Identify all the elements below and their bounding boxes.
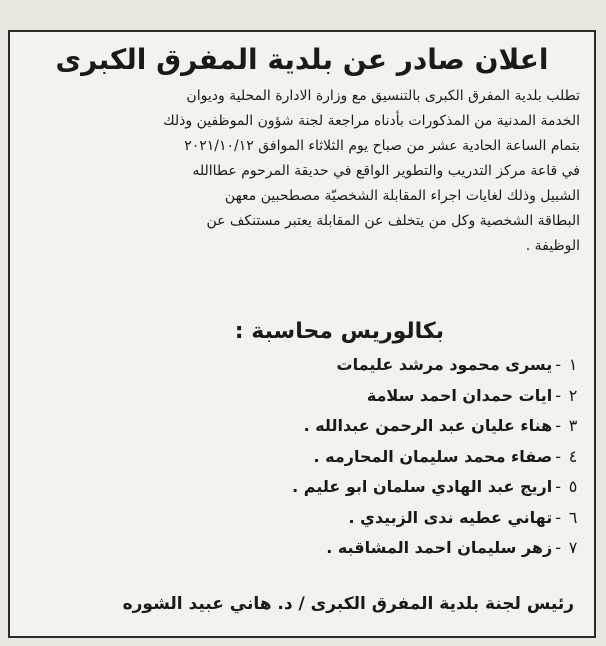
section-heading: بكالوريس محاسبة : bbox=[234, 319, 444, 344]
item-number: ٧ bbox=[568, 538, 578, 557]
candidate-name: ايات حمدان احمد سلامة bbox=[366, 385, 553, 405]
announcement-title: اعلان صادر عن بلدية المفرق الكبرى bbox=[55, 43, 549, 76]
candidate-name: صفاء محمد سليمان المحارمه . bbox=[313, 446, 553, 466]
list-item bbox=[292, 533, 582, 564]
candidate-list bbox=[292, 350, 582, 564]
announcement-frame bbox=[8, 30, 596, 638]
item-number: ٢ bbox=[568, 385, 578, 405]
item-dash: - bbox=[555, 538, 561, 557]
list-item bbox=[292, 442, 582, 473]
candidate-name: زهر سليمان احمد المشاقبه . bbox=[326, 538, 553, 557]
item-dash: - bbox=[555, 507, 561, 527]
item-number: ٤ bbox=[568, 446, 578, 466]
candidate-name: تهاني عطيه ندى الزبيدي . bbox=[348, 507, 553, 527]
list-item bbox=[292, 411, 582, 442]
list-item bbox=[292, 381, 582, 412]
item-number: ٥ bbox=[568, 477, 578, 496]
list-item bbox=[292, 503, 582, 534]
item-dash: - bbox=[555, 446, 561, 466]
body-line: الخدمة المدنية من المذكورات بأدناه مراجعة لجنة شؤون الموظفين وذلك bbox=[163, 113, 580, 129]
announcement-body bbox=[24, 84, 580, 259]
body-line: بتمام الساعة الحادية عشر من صباح يوم الثلاثاء الموافق ٢٠٢١/١٠/١٢ bbox=[184, 138, 580, 154]
item-dash: - bbox=[555, 355, 561, 374]
item-dash: - bbox=[555, 416, 561, 435]
item-dash: - bbox=[555, 477, 561, 496]
item-number: ٣ bbox=[568, 416, 578, 435]
candidate-name: يسرى محمود مرشد عليمات bbox=[336, 355, 553, 374]
body-line: في قاعة مركز التدريب والتطوير الواقع في حديقة المرحوم عطاالله bbox=[192, 163, 580, 179]
list-item bbox=[292, 350, 582, 381]
body-line: الوظيفة . bbox=[525, 238, 580, 254]
body-line: الشبيل وذلك لغايات اجراء المقابلة الشخصيّة مصطحبين معهن bbox=[224, 188, 580, 204]
item-number: ١ bbox=[568, 355, 578, 374]
item-dash: - bbox=[555, 385, 561, 405]
list-item bbox=[292, 472, 582, 503]
body-line: البطاقة الشخصية وكل من يتخلف عن المقابلة يعتبر مستنكف عن bbox=[206, 213, 580, 229]
candidate-name: هناء عليان عبد الرحمن عبدالله . bbox=[303, 416, 553, 435]
body-line: تطلب بلدية المفرق الكبرى بالتنسيق مع وزارة الادارة المحلية وديوان bbox=[186, 88, 580, 104]
item-number: ٦ bbox=[568, 507, 578, 527]
candidate-name: اريج عبد الهادي سلمان ابو عليم . bbox=[292, 477, 553, 496]
signature-line: رئيس لجنة بلدية المفرق الكبرى / د. هاني عبيد الشوره bbox=[122, 594, 574, 614]
